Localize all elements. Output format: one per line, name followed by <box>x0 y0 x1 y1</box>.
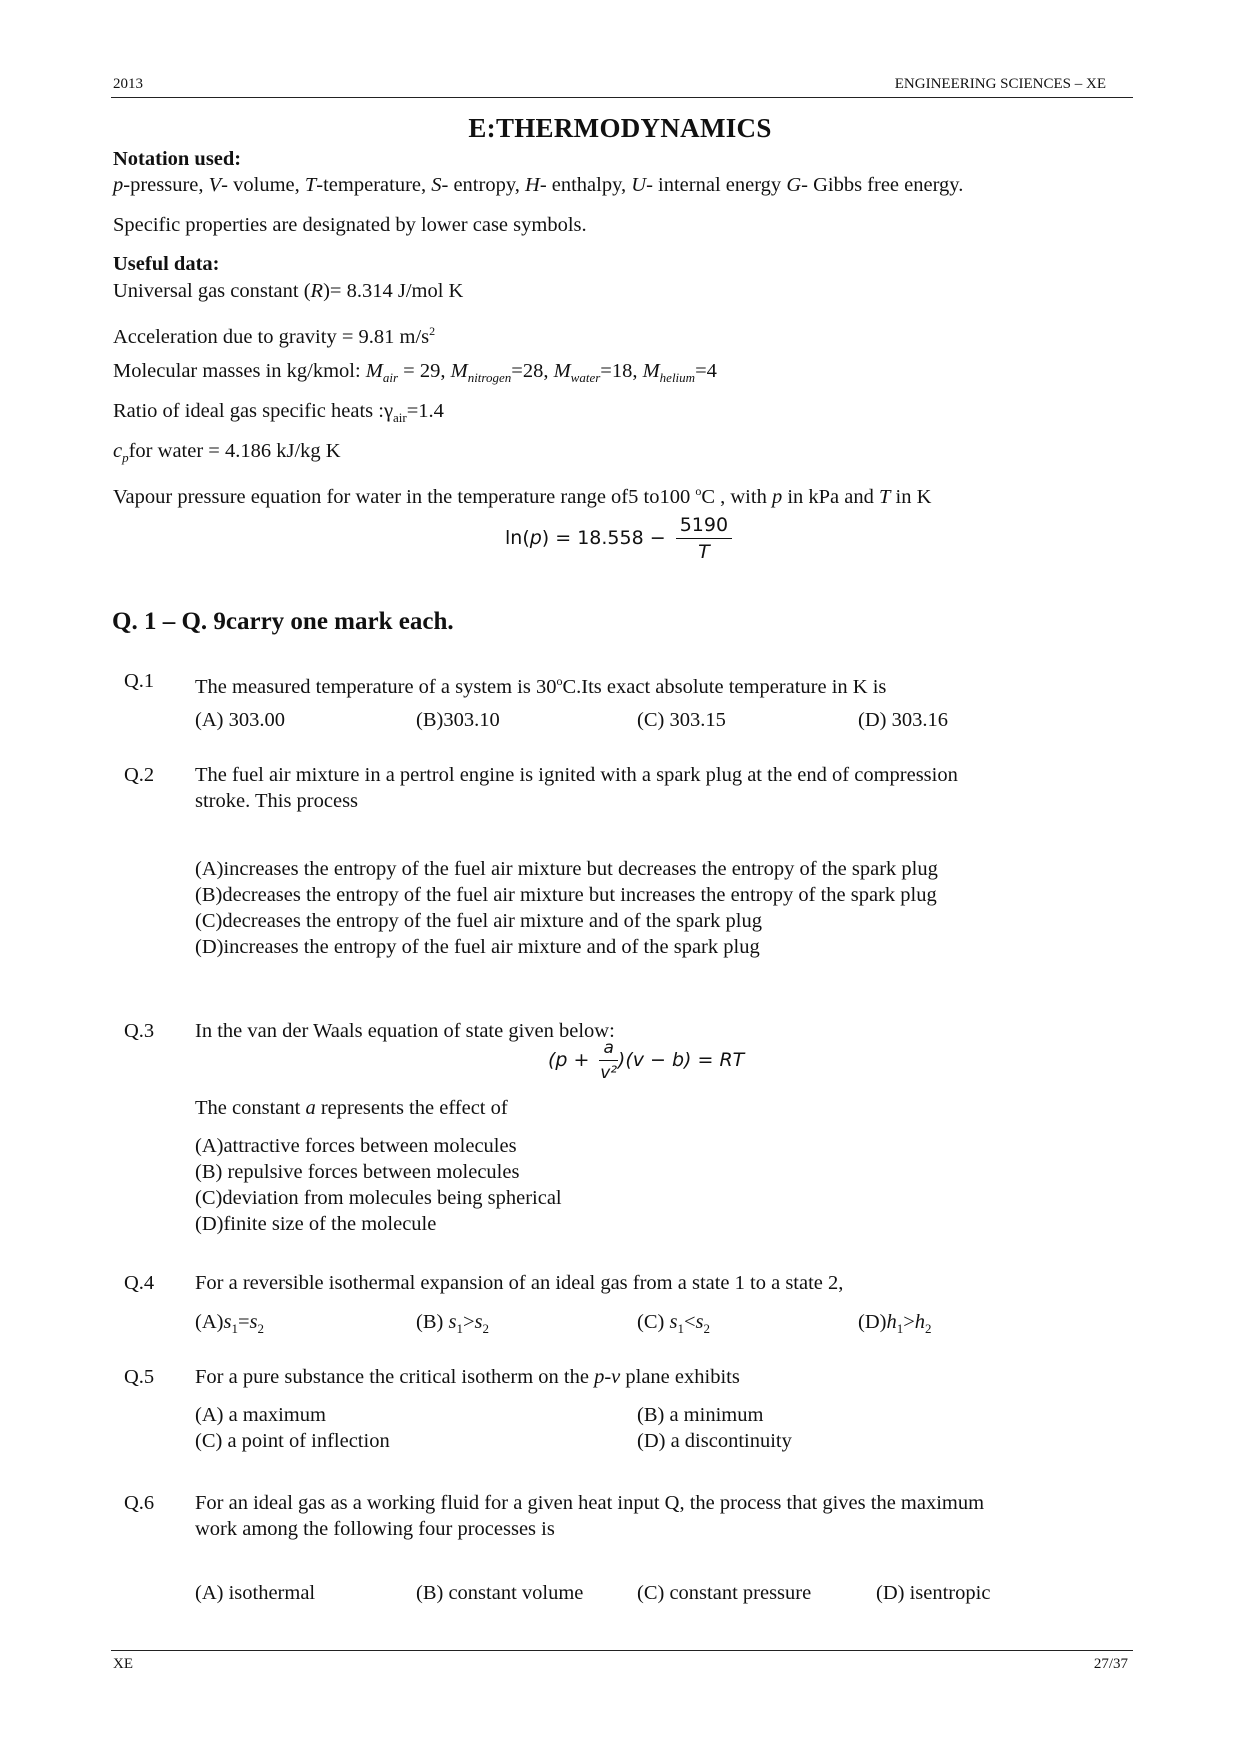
q4-option-d: $(D)h_1>h_2$ <box>858 1311 932 1337</box>
gravity: Acceleration due to gravity = 9.81 $m/s^2$ <box>113 324 436 348</box>
q6-text-line2: work among the following four processes is <box>195 1518 555 1540</box>
q6-option-d: (D) isentropic <box>876 1582 991 1604</box>
vapour-pressure-text: Vapour pressure equation for water in the temperature range of5 to100 $^o$C , with p in kPa and T in K <box>113 484 932 508</box>
q4-number: Q.4 <box>124 1272 155 1294</box>
footer-rule <box>111 1650 1133 1651</box>
q5-text: For a pure substance the critical isotherm on the p-v plane exhibits <box>195 1366 740 1388</box>
q5-option-d: (D) a discontinuity <box>637 1430 792 1452</box>
gamma-ratio: Ratio of ideal gas specific heats $:\gamma_{air}=1.4$ <box>113 400 444 426</box>
q1-number: Q.1 <box>124 670 155 692</box>
q3-constant-text: The constant a represents the effect of <box>195 1097 508 1119</box>
useful-data-heading: Useful data: <box>113 253 220 275</box>
q2-option-a: (A)increases the entropy of the fuel air mixture but decreases the entropy of the spark plug <box>195 858 938 880</box>
q6-option-c: (C) constant pressure <box>637 1582 812 1604</box>
q4-option-c: (C) $s_1<s_2$ <box>637 1311 710 1337</box>
q4-option-a: $(A)s_1=s_2$ <box>195 1311 264 1337</box>
q5-number: Q.5 <box>124 1366 155 1388</box>
q6-text-line1: For an ideal gas as a working fluid for a given heat input Q, the process that gives the maximum <box>195 1492 985 1514</box>
q1-option-b: (B)303.10 <box>416 709 500 731</box>
q3-option-d: (D)finite size of the molecule <box>195 1213 437 1235</box>
vapour-pressure-equation: ln(p) = 18.558 − $\frac{5190}{T}$ <box>505 514 732 563</box>
notation-heading: Notation used: <box>113 148 242 170</box>
van-der-waals-equation: (p + $\frac{a}{\text{v²}}$ )(v − b) = RT <box>548 1038 745 1083</box>
section-title: E:THERMODYNAMICS <box>468 113 772 143</box>
gas-constant: Universal gas constant (R)= 8.314 J/mol K <box>113 280 464 302</box>
q2-text-line2: stroke. This process <box>195 790 359 812</box>
q3-option-c: (C)deviation from molecules being spherical <box>195 1187 562 1209</box>
q5-option-b: (B) a minimum <box>637 1404 764 1426</box>
footer-left: XE <box>113 1656 133 1672</box>
molecular-masses: Molecular masses in kg/kmol: $M_{air} = 29$, $M_{nitrogen}=28$, $M_{water}=18$, $M_{helium}=4$ <box>113 360 717 386</box>
q6-number: Q.6 <box>124 1492 155 1514</box>
q2-number: Q.2 <box>124 764 155 786</box>
q1-option-a: (A) 303.00 <box>195 709 285 731</box>
cp-water: $c_pfor$ water = 4.186 kJ/kg K <box>113 440 341 466</box>
q2-text-line1: The fuel air mixture in a pertrol engine is ignited with a spark plug at the end of compression <box>195 764 958 786</box>
footer-page-number: 27/37 <box>1093 1656 1128 1672</box>
q3-option-b: (B) repulsive forces between molecules <box>195 1161 520 1183</box>
q3-text: In the van der Waals equation of state given below: <box>195 1020 615 1042</box>
q4-option-b: (B) $s_1>s_2$ <box>416 1311 489 1337</box>
q4-text: For a reversible isothermal expansion of an ideal gas from a state 1 to a state 2, <box>195 1272 844 1294</box>
q2-option-c: (C)decreases the entropy of the fuel air mixture and of the spark plug <box>195 910 762 932</box>
q6-option-a: (A) isothermal <box>195 1582 316 1604</box>
q2-option-b: (B)decreases the entropy of the fuel air mixture but increases the entropy of the spark plug <box>195 884 937 906</box>
header-subject: ENGINEERING SCIENCES – XE <box>894 76 1106 92</box>
q6-option-b: (B) constant volume <box>416 1582 584 1604</box>
q3-option-a: (A)attractive forces between molecules <box>195 1135 517 1157</box>
notation-line: p-pressure, V- volume, T-temperature, S- entropy, H- enthalpy, U- internal energy G- Gibbs free energy. <box>113 174 964 196</box>
q5-option-c: (C) a point of inflection <box>195 1430 390 1452</box>
q1-option-d: (D) 303.16 <box>858 709 948 731</box>
specific-properties-note: Specific properties are designated by lower case symbols. <box>113 214 587 236</box>
q3-number: Q.3 <box>124 1020 155 1042</box>
q2-option-d: (D)increases the entropy of the fuel air mixture and of the spark plug <box>195 936 760 958</box>
header-rule <box>111 97 1133 98</box>
questions-section-heading: Q. 1 – Q. 9carry one mark each. <box>112 608 454 635</box>
q1-text: The measured temperature of a system is 30$^o$C.Its exact absolute temperature in K is <box>195 674 887 698</box>
q5-option-a: (A) a maximum <box>195 1404 326 1426</box>
q1-option-c: (C) 303.15 <box>637 709 726 731</box>
header-year: 2013 <box>113 76 143 92</box>
